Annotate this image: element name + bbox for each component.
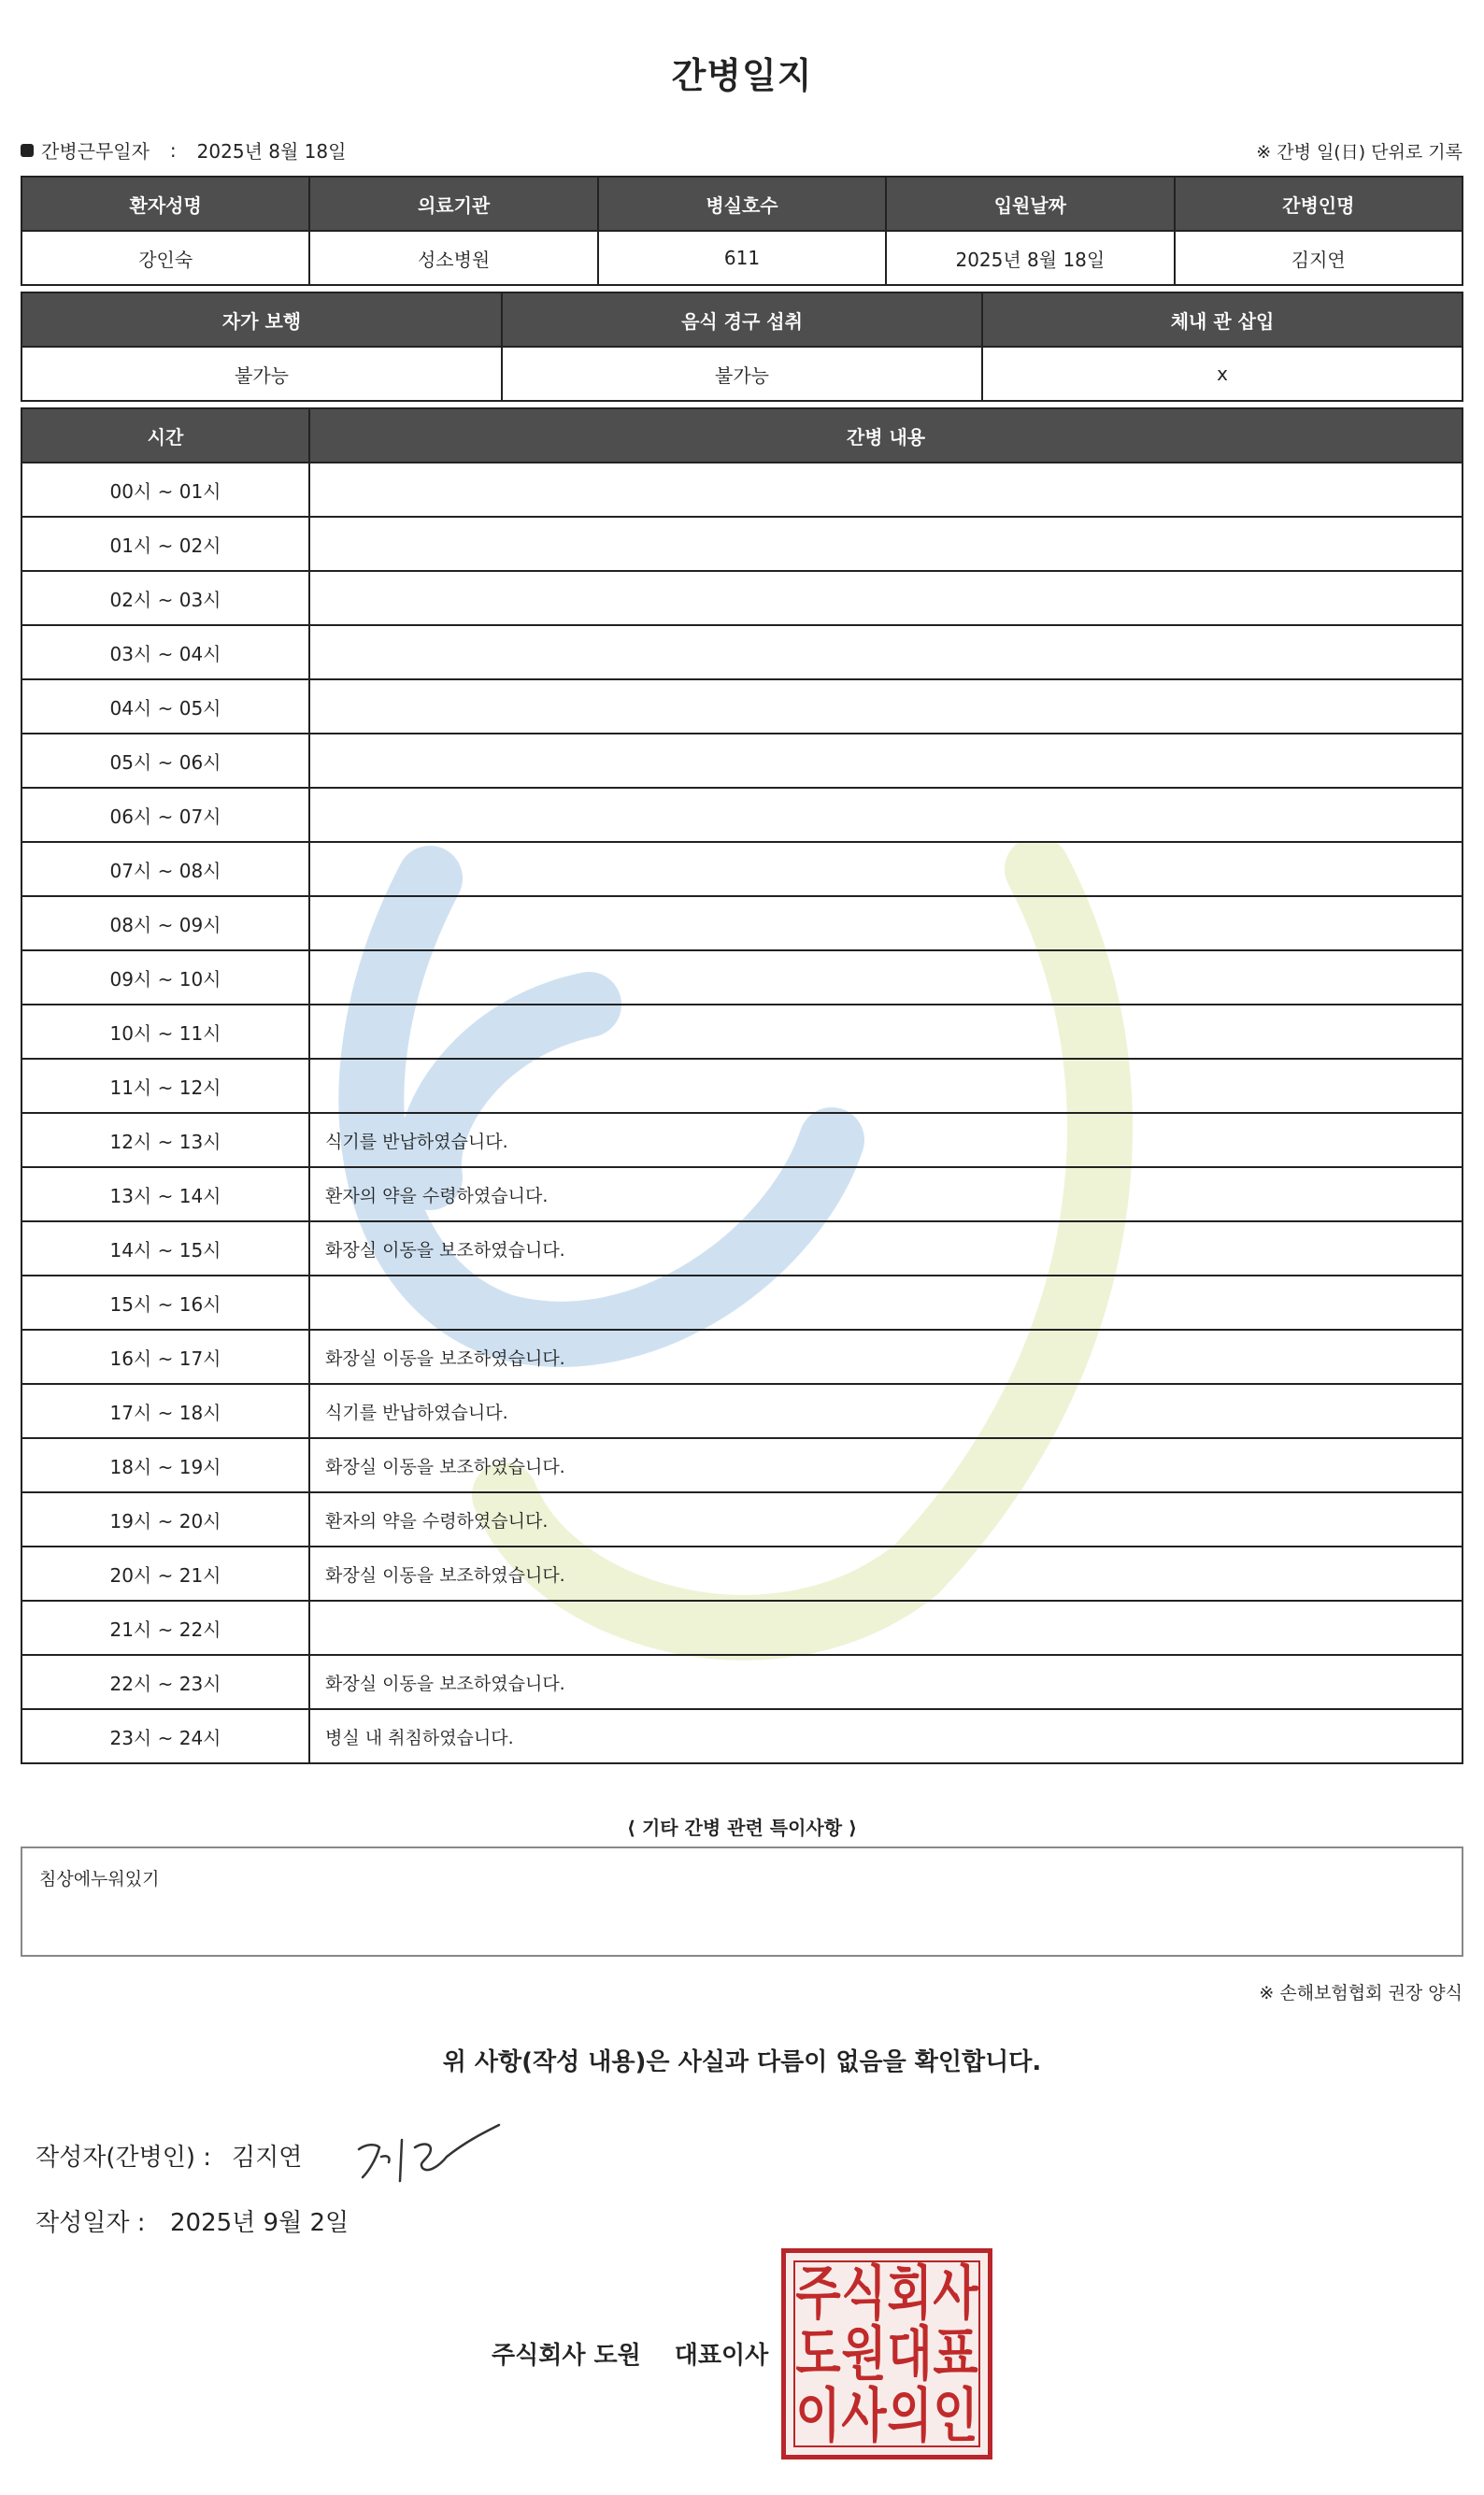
status-value-row bbox=[21, 347, 1463, 401]
care-log-row bbox=[21, 950, 1463, 1005]
written-date-label: 작성일자 : bbox=[36, 2209, 146, 2237]
patient-info-value-row bbox=[21, 231, 1463, 285]
seal-character: 표 bbox=[933, 2319, 978, 2388]
log-time: 11시 ~ 12시 bbox=[21, 1059, 309, 1113]
log-note: 화장실 이동을 보조하였습니다. bbox=[309, 1655, 1463, 1709]
care-log-row bbox=[21, 1167, 1463, 1221]
log-time: 04시 ~ 05시 bbox=[21, 679, 309, 734]
care-log-row bbox=[21, 788, 1463, 842]
room-number: 611 bbox=[598, 231, 886, 285]
care-log-row bbox=[21, 1655, 1463, 1709]
ceo-title: 대표이사 bbox=[674, 2342, 769, 2370]
log-time: 18시 ~ 19시 bbox=[21, 1438, 309, 1492]
log-note bbox=[309, 950, 1463, 1005]
log-note bbox=[309, 571, 1463, 625]
care-log-row bbox=[21, 1276, 1463, 1330]
log-time: 08시 ~ 09시 bbox=[21, 896, 309, 950]
patient-info-header-row bbox=[21, 177, 1463, 231]
header-tube-insertion: 체내 관 삽입 bbox=[982, 292, 1463, 347]
log-note: 환자의 약을 수령하였습니다. bbox=[309, 1492, 1463, 1547]
log-time: 22시 ~ 23시 bbox=[21, 1655, 309, 1709]
work-date-separator: : bbox=[169, 138, 177, 162]
log-time: 05시 ~ 06시 bbox=[21, 734, 309, 788]
log-note: 화장실 이동을 보조하였습니다. bbox=[309, 1221, 1463, 1276]
patient-info-table bbox=[21, 176, 1463, 286]
care-log-row bbox=[21, 842, 1463, 896]
log-time: 19시 ~ 20시 bbox=[21, 1492, 309, 1547]
written-date-row bbox=[36, 2203, 349, 2238]
seal-character: 회 bbox=[887, 2259, 933, 2327]
log-note: 화장실 이동을 보조하였습니다. bbox=[309, 1547, 1463, 1601]
daily-record-note: ※ 간병 일(日) 단위로 기록 bbox=[1256, 142, 1463, 163]
writer-name: 김지연 bbox=[232, 2144, 303, 2172]
log-note bbox=[309, 1601, 1463, 1655]
log-note bbox=[309, 896, 1463, 950]
status-header-row bbox=[21, 292, 1463, 347]
company-signature bbox=[492, 2336, 768, 2371]
page-title: 간병일지 bbox=[671, 55, 813, 96]
self-walking-value: 불가능 bbox=[21, 347, 502, 401]
log-time: 00시 ~ 01시 bbox=[21, 463, 309, 517]
header-care-content: 간병 내용 bbox=[309, 408, 1463, 463]
seal-character: 주 bbox=[795, 2259, 841, 2327]
log-note bbox=[309, 1059, 1463, 1113]
seal-character: 원 bbox=[841, 2319, 887, 2388]
hospital-name: 성소병원 bbox=[309, 231, 597, 285]
log-time: 02시 ~ 03시 bbox=[21, 571, 309, 625]
care-log-row bbox=[21, 679, 1463, 734]
header-self-walking: 자가 보행 bbox=[21, 292, 502, 347]
seal-characters bbox=[793, 2260, 980, 2447]
log-note bbox=[309, 625, 1463, 679]
admission-date: 2025년 8월 18일 bbox=[886, 231, 1174, 285]
written-date-value: 2025년 9월 2일 bbox=[170, 2209, 350, 2237]
log-time: 16시 ~ 17시 bbox=[21, 1330, 309, 1384]
seal-character: 대 bbox=[887, 2319, 933, 2388]
patient-name: 강인숙 bbox=[21, 231, 309, 285]
header-room: 병실호수 bbox=[598, 177, 886, 231]
care-log-row bbox=[21, 1438, 1463, 1492]
log-note bbox=[309, 1005, 1463, 1059]
log-note: 화장실 이동을 보조하였습니다. bbox=[309, 1438, 1463, 1492]
seal-character: 사 bbox=[933, 2259, 978, 2327]
seal-character: 인 bbox=[933, 2381, 978, 2449]
log-time: 09시 ~ 10시 bbox=[21, 950, 309, 1005]
log-time: 20시 ~ 21시 bbox=[21, 1547, 309, 1601]
square-bullet-icon bbox=[21, 144, 34, 157]
log-time: 21시 ~ 22시 bbox=[21, 1601, 309, 1655]
log-time: 17시 ~ 18시 bbox=[21, 1384, 309, 1438]
handwritten-signature bbox=[353, 2119, 503, 2194]
company-seal-stamp bbox=[781, 2248, 992, 2459]
log-note: 식기를 반납하였습니다. bbox=[309, 1384, 1463, 1438]
care-log-row bbox=[21, 517, 1463, 571]
log-time: 12시 ~ 13시 bbox=[21, 1113, 309, 1167]
header-time: 시간 bbox=[21, 408, 309, 463]
care-log-row bbox=[21, 1384, 1463, 1438]
log-note bbox=[309, 1276, 1463, 1330]
care-log-header-row bbox=[21, 408, 1463, 463]
log-note: 환자의 약을 수령하였습니다. bbox=[309, 1167, 1463, 1221]
care-log-row bbox=[21, 1005, 1463, 1059]
care-log-table bbox=[21, 407, 1463, 1764]
care-log-row bbox=[21, 625, 1463, 679]
writer-label: 작성자(간병인) : bbox=[36, 2144, 212, 2172]
care-log-row bbox=[21, 463, 1463, 517]
work-date-value: 2025년 8월 18일 bbox=[196, 140, 347, 163]
log-time: 14시 ~ 15시 bbox=[21, 1221, 309, 1276]
log-note: 식기를 반납하였습니다. bbox=[309, 1113, 1463, 1167]
confirmation-statement: 위 사항(작성 내용)은 사실과 다름이 없음을 확인합니다. bbox=[442, 2048, 1042, 2076]
seal-character: 사 bbox=[841, 2381, 887, 2449]
seal-character: 도 bbox=[795, 2319, 841, 2388]
remarks-box bbox=[21, 1846, 1463, 1957]
log-time: 03시 ~ 04시 bbox=[21, 625, 309, 679]
log-note bbox=[309, 679, 1463, 734]
header-caregiver-name: 간병인명 bbox=[1175, 177, 1463, 231]
patient-status-table bbox=[21, 292, 1463, 402]
seal-character: 식 bbox=[841, 2259, 887, 2327]
log-time: 10시 ~ 11시 bbox=[21, 1005, 309, 1059]
oral-intake-value: 불가능 bbox=[502, 347, 982, 401]
log-note bbox=[309, 517, 1463, 571]
log-note bbox=[309, 463, 1463, 517]
header-oral-intake: 음식 경구 섭취 bbox=[502, 292, 982, 347]
remarks-text: 침상에누워있기 bbox=[39, 1869, 160, 1889]
seal-character: 의 bbox=[887, 2381, 933, 2449]
care-log-row bbox=[21, 1709, 1463, 1763]
log-time: 13시 ~ 14시 bbox=[21, 1167, 309, 1221]
log-time: 23시 ~ 24시 bbox=[21, 1709, 309, 1763]
log-time: 07시 ~ 08시 bbox=[21, 842, 309, 896]
care-log-row bbox=[21, 1113, 1463, 1167]
log-note bbox=[309, 734, 1463, 788]
care-log-row bbox=[21, 1547, 1463, 1601]
header-hospital: 의료기관 bbox=[309, 177, 597, 231]
care-log-row bbox=[21, 1059, 1463, 1113]
log-time: 06시 ~ 07시 bbox=[21, 788, 309, 842]
care-log-row bbox=[21, 734, 1463, 788]
care-log-row bbox=[21, 1330, 1463, 1384]
company-name: 주식회사 도원 bbox=[492, 2342, 641, 2370]
log-note bbox=[309, 842, 1463, 896]
care-log-row bbox=[21, 1492, 1463, 1547]
log-note: 병실 내 취침하였습니다. bbox=[309, 1709, 1463, 1763]
care-log-body bbox=[21, 463, 1463, 1763]
tube-insertion-value: x bbox=[982, 347, 1463, 401]
log-time: 01시 ~ 02시 bbox=[21, 517, 309, 571]
header-patient-name: 환자성명 bbox=[21, 177, 309, 231]
care-log-row bbox=[21, 1601, 1463, 1655]
seal-character: 이 bbox=[795, 2381, 841, 2449]
work-date-row bbox=[21, 136, 346, 164]
work-date-label: 간병근무일자 bbox=[41, 140, 150, 163]
caregiver-name: 김지연 bbox=[1175, 231, 1463, 285]
remarks-title: ⟨ 기타 간병 관련 특이사항 ⟩ bbox=[626, 1817, 858, 1839]
log-note bbox=[309, 788, 1463, 842]
form-source-note: ※ 손해보험협회 권장 양식 bbox=[1259, 1983, 1463, 2003]
log-time: 15시 ~ 16시 bbox=[21, 1276, 309, 1330]
header-admission-date: 입원날짜 bbox=[886, 177, 1174, 231]
care-log-row bbox=[21, 1221, 1463, 1276]
log-note: 화장실 이동을 보조하였습니다. bbox=[309, 1330, 1463, 1384]
care-log-row bbox=[21, 896, 1463, 950]
care-log-row bbox=[21, 571, 1463, 625]
writer-row bbox=[36, 2138, 302, 2173]
